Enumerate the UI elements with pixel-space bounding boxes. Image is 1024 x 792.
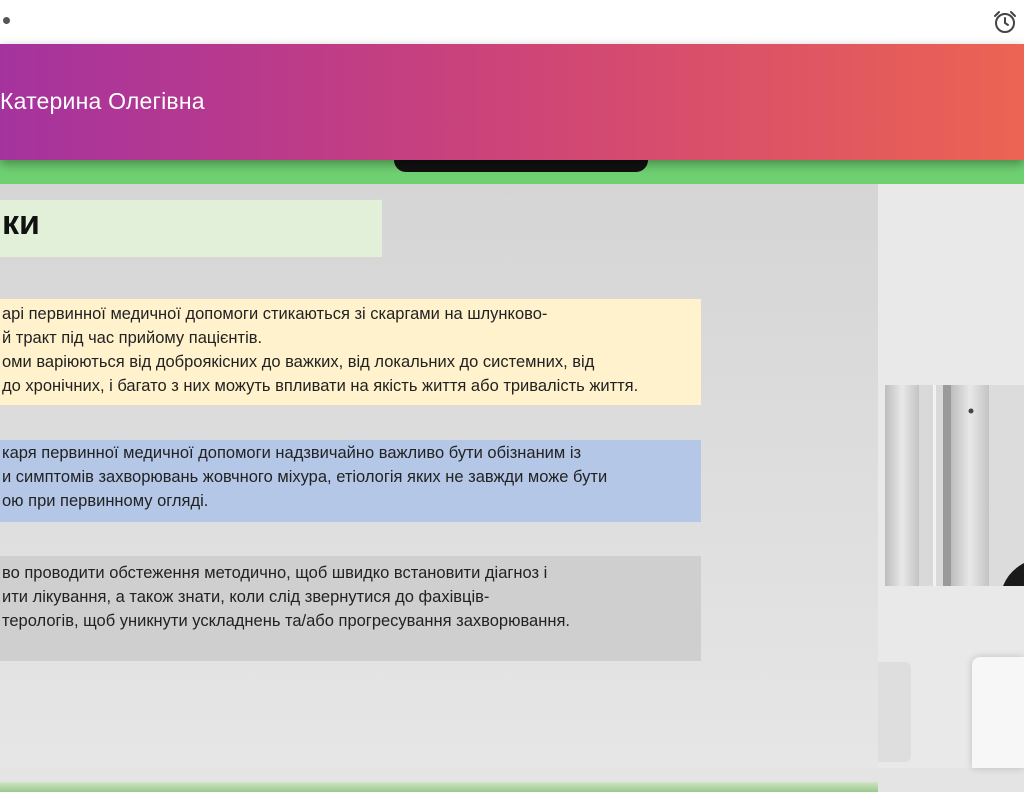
paragraph-line: и симптомів захворювань жовчного міхура, етіологія яких не завжди може бути: [2, 468, 608, 486]
paragraph-line: оми варіюються від доброякісних до важких, від локальних до системних, від: [2, 353, 595, 371]
participant-video-tile[interactable]: [885, 385, 1024, 586]
paragraph-line: во проводити обстеження методично, щоб швидко встановити діагноз і: [2, 564, 548, 582]
paragraph-line: до хронічних, і багато з них можуть впливати на якість життя або тривалість життя.: [2, 377, 639, 395]
paragraph-line: арі первинної медичної допомоги стикаються зі скаргами на шлунково-: [2, 305, 548, 323]
paragraph-line: й тракт під час прийому пацієнтів.: [2, 329, 263, 347]
paragraph-line: ити лікування, а також знати, коли слід звернутися до фахівців-: [2, 588, 490, 606]
status-bar: [0, 0, 1024, 44]
dot-icon: [3, 17, 10, 24]
share-controls-bar[interactable]: [394, 160, 648, 172]
screen-share-indicator: [0, 160, 1024, 184]
slide-paragraph-2: [0, 440, 701, 522]
slide-paragraph-1: [0, 299, 701, 405]
slide-paragraph-3: [0, 556, 701, 661]
paragraph-line: ою при первинному огляді.: [2, 492, 209, 510]
meeting-stage: [0, 160, 1024, 768]
paragraph-line: терологів, щоб уникнути ускладнень та/або прогресування захворювання.: [2, 612, 570, 630]
alarm-clock-icon: [992, 9, 1018, 35]
paragraph-line: каря первинної медичної допомоги надзвичайно важливо бути обізнаним із: [2, 444, 582, 462]
participant-name: Катерина Олегівна: [0, 88, 205, 114]
video-frame: [885, 385, 1024, 586]
slide-title: ки: [2, 204, 40, 242]
slide-bottom-edge: [0, 782, 878, 792]
shared-slide: [0, 184, 878, 768]
side-panel-tab[interactable]: [878, 662, 911, 762]
presenter-header: [0, 44, 1024, 160]
slide-title-box: [0, 200, 382, 257]
floating-card[interactable]: [972, 657, 1024, 768]
